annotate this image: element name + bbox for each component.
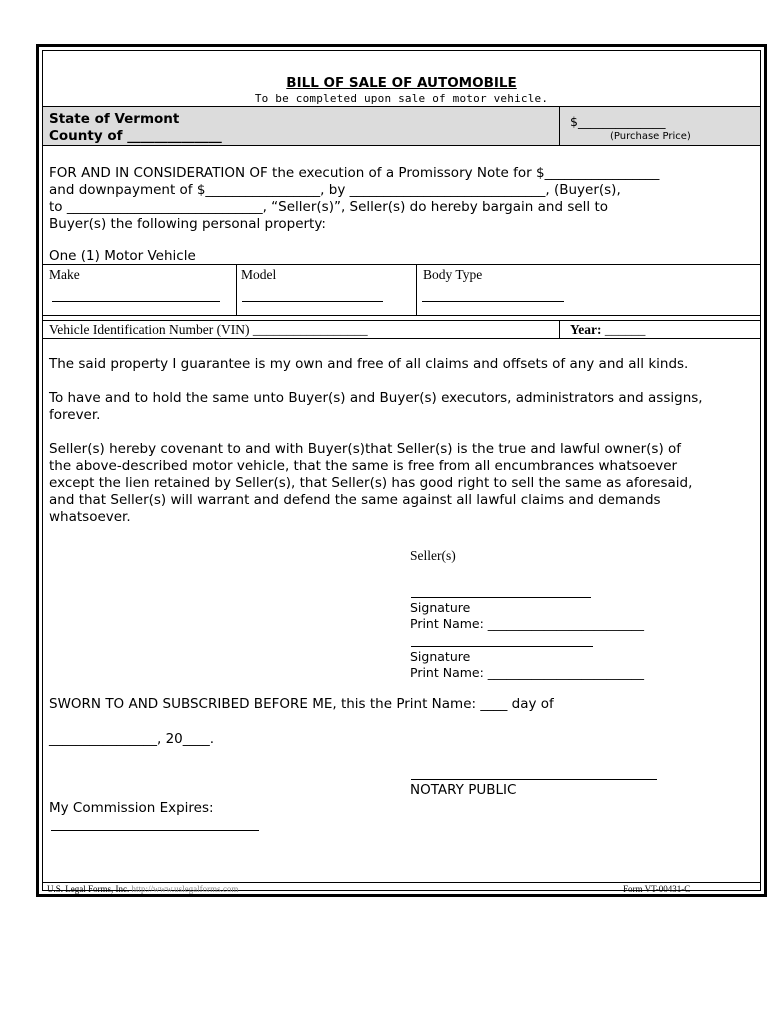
vehicle-col-divider-2: [416, 264, 417, 315]
vehicle-table-top: [43, 264, 760, 265]
make-label: Make: [49, 267, 80, 282]
form-title: BILL OF SALE OF AUTOMOBILE: [286, 75, 517, 91]
state-label: State of Vermont: [49, 111, 180, 127]
state-block-divider: [43, 145, 760, 146]
purchase-price-caption: (Purchase Price): [610, 131, 691, 142]
publisher-name: U.S. Legal Forms, Inc.: [47, 884, 130, 894]
year-field[interactable]: ______: [604, 322, 646, 337]
signature-line-1[interactable]: [411, 597, 591, 598]
consideration-line-3: to _____________________________, “Seller(s)”, Seller(s) do hereby bargain and sell to: [49, 199, 608, 215]
purchase-price-field[interactable]: $______________: [570, 114, 666, 129]
notary-public-label: NOTARY PUBLIC: [410, 782, 517, 798]
notary-signature-line[interactable]: [411, 779, 657, 780]
consideration-line-4: Buyer(s) the following personal property:: [49, 216, 326, 232]
consideration-line-1: FOR AND IN CONSIDERATION OF the execution of a Promissory Note for $_________________: [49, 165, 660, 181]
model-label: Model: [241, 267, 277, 282]
vehicle-heading: One (1) Motor Vehicle: [49, 248, 196, 264]
sellers-label: Seller(s): [410, 548, 456, 563]
body-type-label: Body Type: [423, 267, 483, 282]
covenant-paragraph: Seller(s) hereby covenant to and with Buyer(s)that Seller(s) is the true and lawful owner(s) of the above-described motor vehicle, that the same is free from all encumbrances whatsoever except the lien retained by Seller(s), that Seller(s) has good right to sell the same as aforesaid, and that Seller(s) will warrant and defend the same against all lawful claims and demands whatsoever.: [49, 441, 693, 525]
footer-left: [47, 884, 238, 894]
vehicle-col-divider-1: [236, 264, 237, 315]
form-subtitle: To be completed upon sale of motor vehicle.: [254, 92, 549, 105]
vehicle-table-mid: [43, 315, 760, 316]
vin-row-top: [43, 320, 760, 321]
footer-divider: [43, 882, 760, 883]
consideration-line-2: and downpayment of $_________________, by _____________________________, (Buyer(s),: [49, 182, 621, 198]
county-field[interactable]: County of ______________: [49, 128, 222, 144]
to-have-paragraph: To have and to hold the same unto Buyer(s) and Buyer(s) executors, administrators and assigns, forever.: [49, 390, 703, 423]
commission-expires-label: My Commission Expires:: [49, 800, 214, 816]
guarantee-paragraph: The said property I guarantee is my own and free of all claims and offsets of any and all kinds.: [49, 356, 689, 372]
vin-row-bottom: [43, 338, 760, 339]
sworn-statement: SWORN TO AND SUBSCRIBED BEFORE ME, this the Print Name: ____ day of: [49, 696, 554, 712]
vin-year-divider: [559, 320, 560, 338]
year-label: Year:: [570, 322, 602, 337]
price-divider: [559, 107, 560, 145]
form-frame: [36, 44, 767, 897]
form-inner: [42, 50, 761, 894]
print-name-field-2[interactable]: Print Name: _________________________: [410, 665, 645, 680]
commission-expires-field[interactable]: [51, 830, 259, 831]
signature-label-1: Signature: [410, 600, 471, 615]
publisher-link[interactable]: http://www.uslegalforms.com: [131, 884, 239, 894]
make-field[interactable]: [52, 301, 220, 302]
body-type-field[interactable]: [422, 301, 564, 302]
notary-date-field[interactable]: ________________, 20____.: [49, 731, 215, 747]
signature-line-2[interactable]: [411, 646, 593, 647]
form-number: Form VT-00431-C: [623, 884, 691, 894]
vin-field[interactable]: Vehicle Identification Number (VIN) _________________: [49, 322, 368, 337]
signature-label-2: Signature: [410, 649, 471, 664]
model-field[interactable]: [242, 301, 383, 302]
print-name-field-1[interactable]: Print Name: _________________________: [410, 616, 645, 631]
